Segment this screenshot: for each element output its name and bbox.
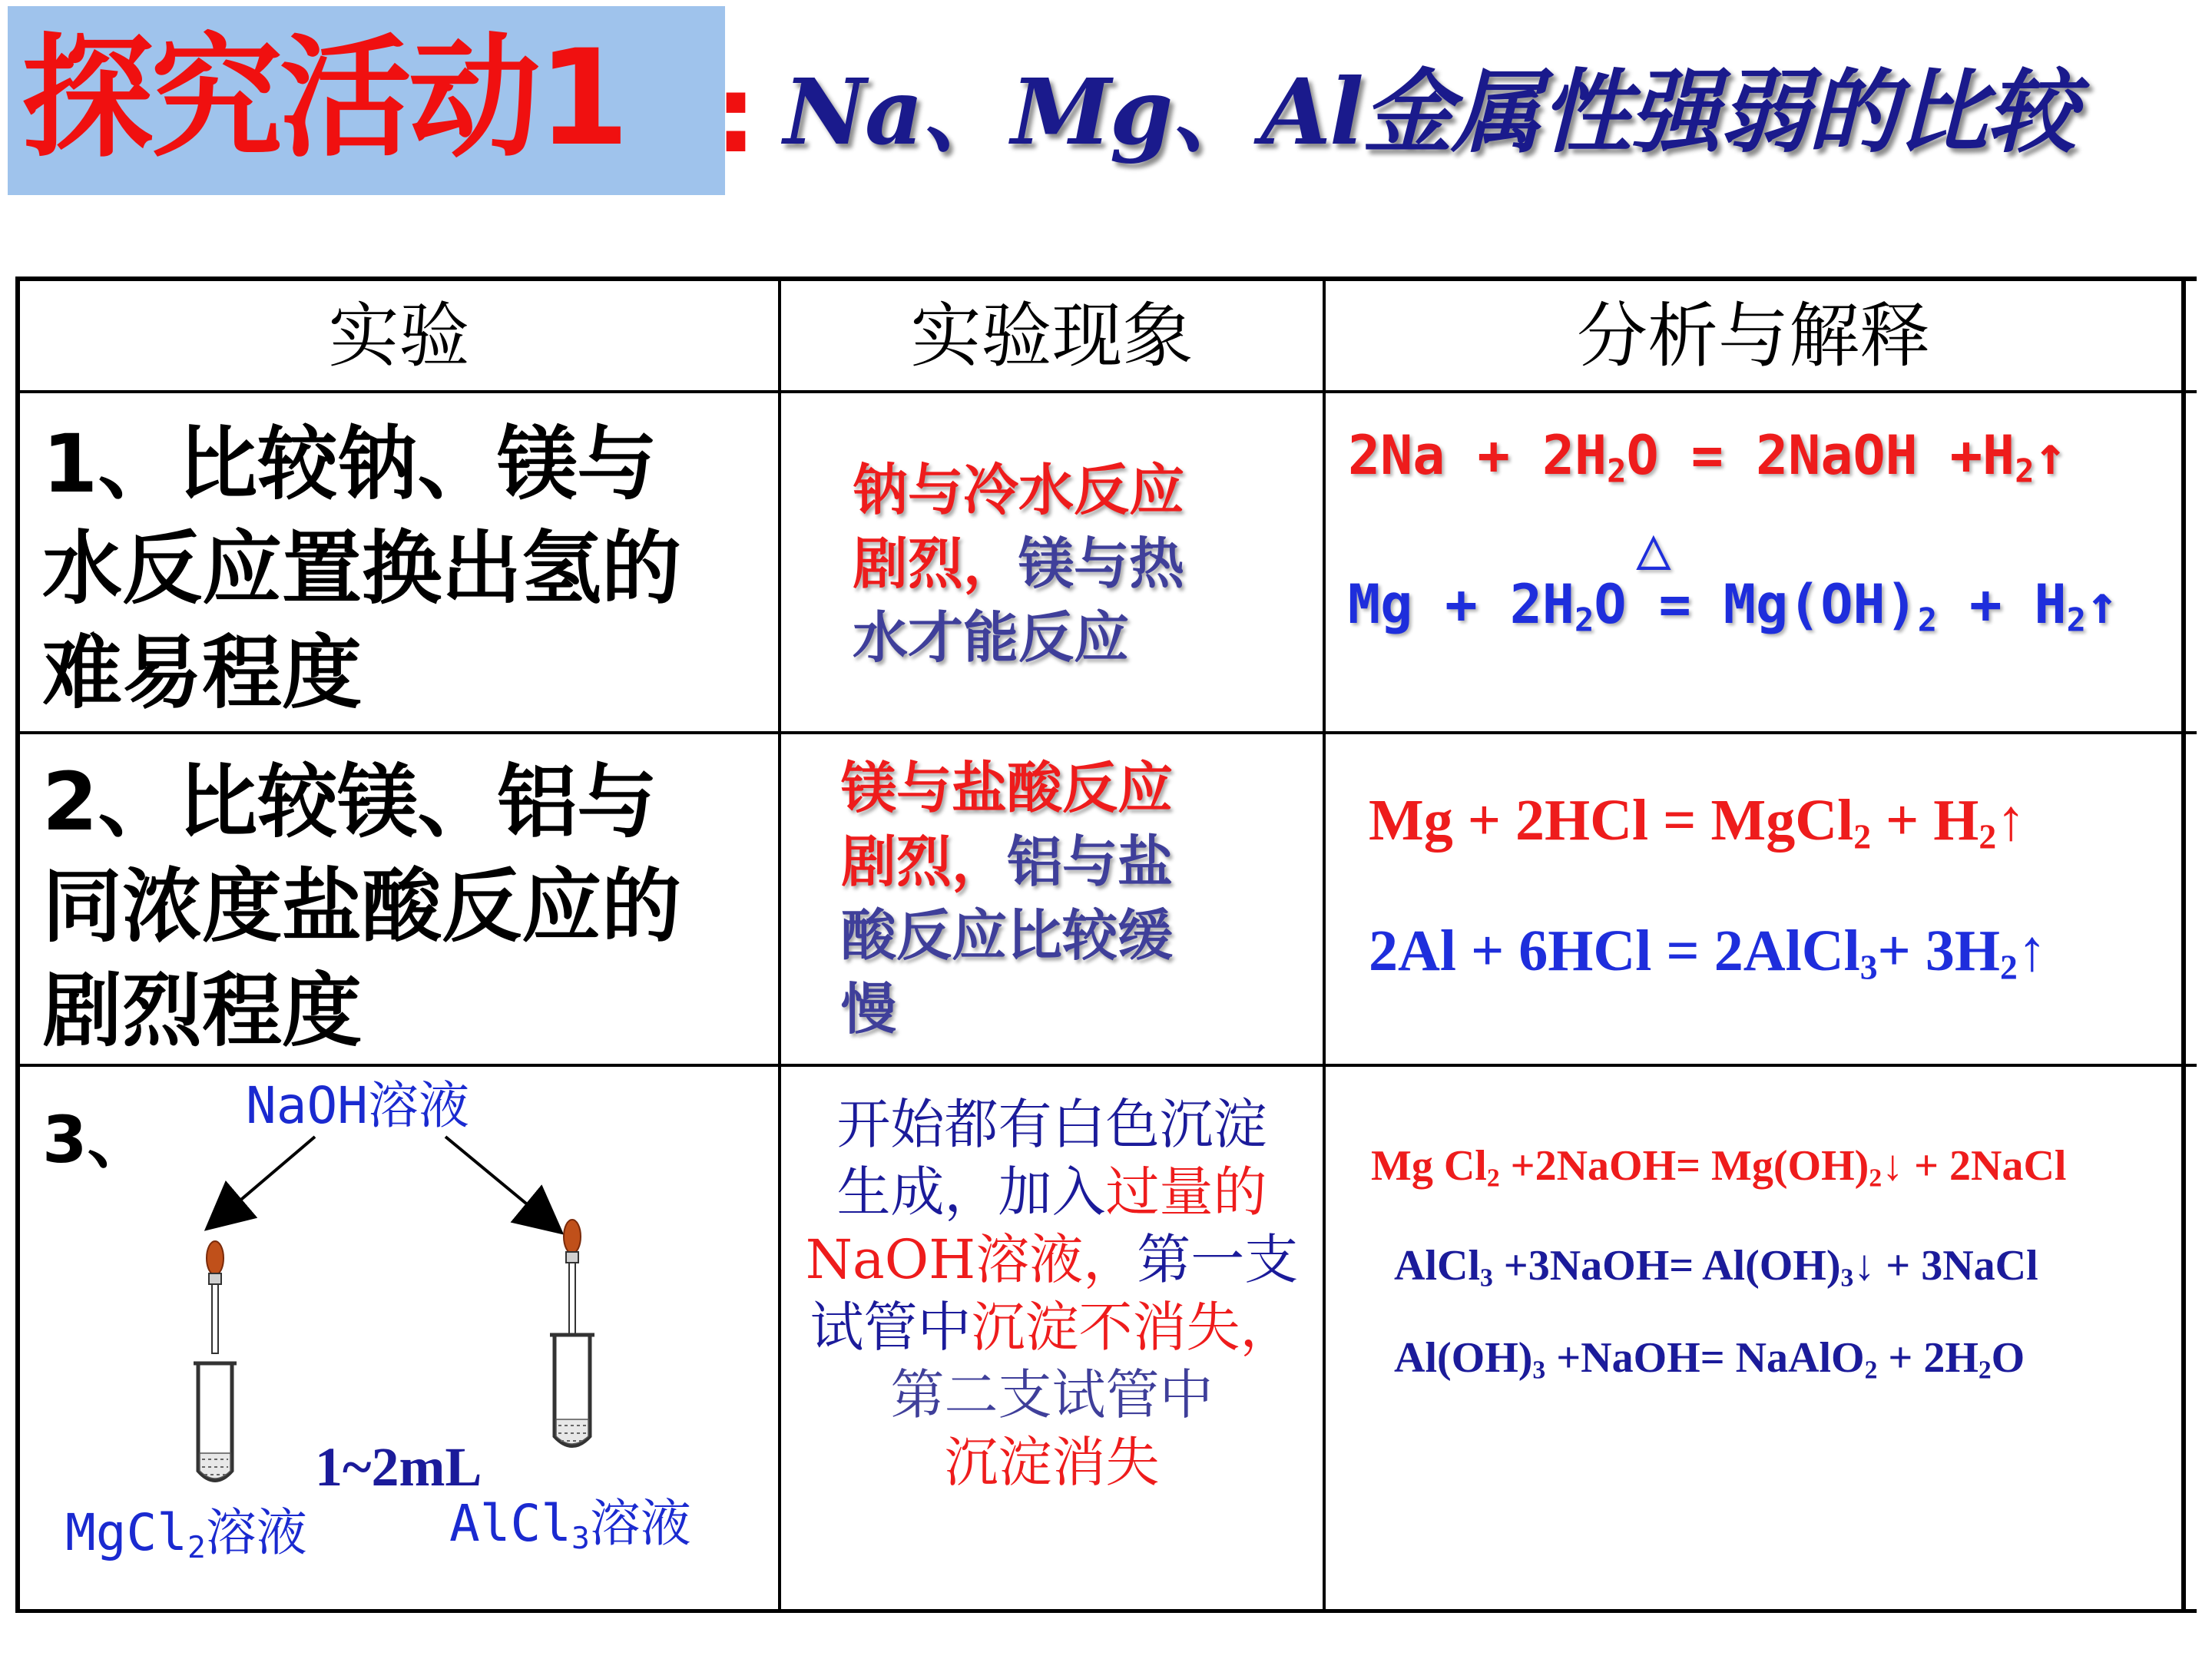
- test-tube-right: [550, 1335, 594, 1446]
- page-subtitle: Na、Mg、Al金属性强弱的比较: [783, 58, 2075, 165]
- row2-observation-line4: 慢: [841, 977, 897, 1041]
- row3-observation-line3: NaOH溶液，第一支: [805, 1228, 1299, 1291]
- row3-equation-alcl3: AlCl$_3$ +3NaOH= $Al(OH)_3↓$ + 3NaCl: [1394, 1242, 2038, 1293]
- dropper-left: [207, 1241, 224, 1353]
- row3-observation: [781, 1091, 1323, 1496]
- row1-observation-line3: 水才能反应: [853, 605, 1130, 670]
- row2-label-line3: 剧烈程度: [42, 964, 363, 1058]
- row1-observation-line2: 剧烈，镁与热: [853, 531, 1185, 596]
- heating-symbol: △: [1636, 513, 1671, 581]
- row1-label-line2: 水反应置换出氢的: [42, 522, 682, 615]
- row3-label: 3、: [42, 1102, 152, 1177]
- test-tube-left: [194, 1363, 237, 1481]
- row2-observation-line1: 镁与盐酸反应: [841, 756, 1174, 820]
- volume-label: 1~2mL: [315, 1436, 482, 1498]
- row3-observation-line6: 沉淀消失: [944, 1431, 1160, 1494]
- header-phenomenon: 实验现象: [910, 295, 1194, 377]
- row2-observation-line2: 剧烈，铝与盐: [841, 830, 1174, 894]
- dropper-right: [564, 1220, 581, 1336]
- row2-equation-magnesium: Mg + 2HCl = MgCl$_2$ + $H_2↑$: [1369, 788, 2026, 856]
- row3-observation-line1: 开始都有白色沉淀: [836, 1093, 1267, 1156]
- row2-equation-aluminum: 2Al + 6HCl = 2AlCl$_3$+ $3H_2↑$: [1369, 919, 2047, 987]
- row3-observation-line2: 生成，加入过量的: [836, 1161, 1267, 1224]
- row1-equation-sodium: $2Na + 2H_2O$ = 2NaOH $+H_2↑$: [1348, 424, 2067, 490]
- row3-observation-line5: 第二支试管中: [890, 1363, 1214, 1426]
- title-colon: :: [714, 52, 757, 177]
- header-analysis: 分析与解释: [1576, 295, 1930, 377]
- row1-observation-line1: 钠与冷水反应: [853, 458, 1185, 522]
- row2-label-line1: 2、比较镁、铝与: [42, 755, 657, 849]
- row3-observation-line4: 试管中沉淀不消失，: [810, 1296, 1294, 1359]
- row2-observation-line3: 酸反应比较缓: [841, 903, 1174, 968]
- page-title: 探究活动1: [22, 21, 627, 175]
- mgcl2-solution-label: MgCl$_2$溶液: [65, 1503, 307, 1565]
- header-experiment: 实验: [328, 295, 470, 377]
- row3-equation-aloh3: $Al(OH)_3$ +NaOH= NaAlO$_2$ + $2H_2O$: [1394, 1334, 2025, 1385]
- alcl3-solution-label: AlCl$_3$溶液: [449, 1494, 691, 1556]
- row1-label-line1: 1、比较钠、镁与: [42, 417, 657, 511]
- row1-equation-magnesium: $Mg + 2H_2O = Mg(OH)_2$ + $H_2↑$: [1348, 573, 2119, 639]
- row1-label-line3: 难易程度: [42, 626, 363, 720]
- row3-equation-mgcl2: Mg $Cl_2$ +2NaOH= $Mg(OH)_2↓$ + 2NaCl: [1371, 1142, 2067, 1193]
- row2-label-line2: 同浓度盐酸反应的: [42, 859, 682, 953]
- naoh-solution-label: NaOH溶液: [246, 1076, 469, 1135]
